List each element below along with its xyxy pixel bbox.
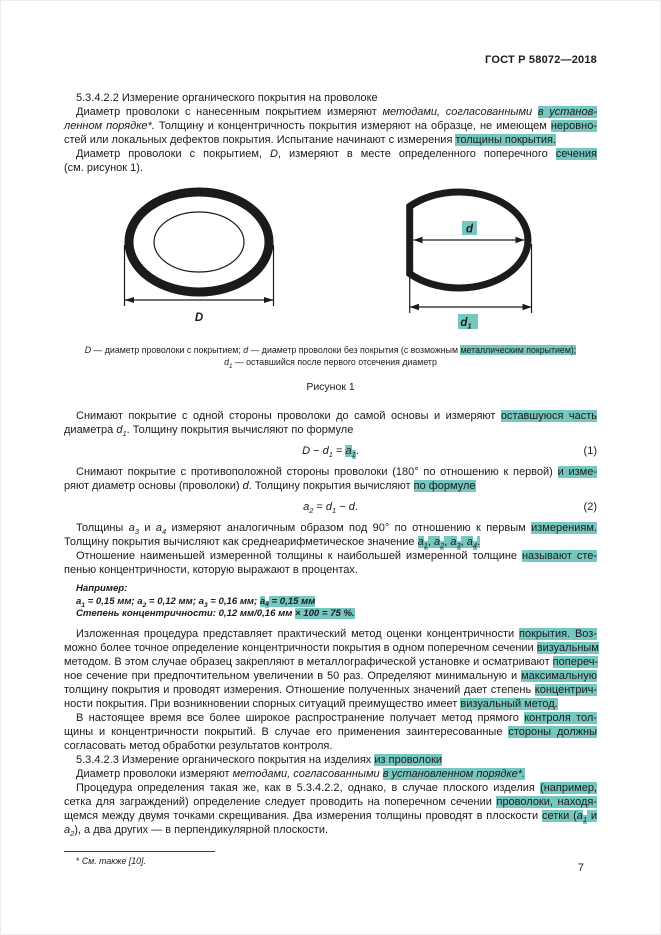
text-segment: d xyxy=(348,501,355,513)
text-line xyxy=(64,535,597,549)
formula-1-number: (1) xyxy=(583,445,597,457)
text-segment: d xyxy=(242,480,249,492)
text-line xyxy=(64,683,597,697)
text-line xyxy=(64,781,597,795)
text-segment: Отношение наименьшей измеренной толщины к наибольшей измеренной толщине xyxy=(76,550,522,562)
text-segment: контроля тол- xyxy=(524,711,597,724)
wire-core-ellipse xyxy=(154,212,244,272)
text-segment: a xyxy=(198,595,204,607)
text-segment: См. также [10]. xyxy=(81,855,146,866)
text-segment: a xyxy=(155,522,162,534)
figure-caption-line-2 xyxy=(64,357,597,369)
text-segment: a xyxy=(345,445,352,457)
paragraph-diameter-D xyxy=(64,147,597,175)
text-segment: Снимают покрытие с противоположной стороны проволоки (180° по отношению к первой) xyxy=(76,466,558,478)
text-segment: , xyxy=(427,536,434,548)
footnote-rule xyxy=(64,851,215,852)
text-segment: 2 xyxy=(70,828,75,838)
text-segment: методами, согласованными xyxy=(382,106,538,118)
text-segment: = 0,15 мм xyxy=(268,595,316,607)
text-line xyxy=(64,753,597,767)
text-segment: 4 xyxy=(162,527,167,537)
text-segment: 2 xyxy=(142,601,147,609)
text-segment: D xyxy=(302,445,311,457)
text-segment: ное сечение при предпочтительном увеличении в 50 раз. Определяют минимальную и xyxy=(64,669,522,682)
text-line xyxy=(64,133,597,147)
text-segment: толщину покрытия и проводят измерения. Отношение полученных значений дает степень xyxy=(64,683,535,696)
text-segment: диаметра xyxy=(64,424,117,436)
text-segment: согласовать метод обработки результатов контроля. xyxy=(64,739,333,752)
example-block xyxy=(64,583,597,621)
text-segment: ленном порядке*. xyxy=(64,120,155,132)
text-segment: Процедура определения такая же, как в 5.3.4.2.2, однако, в случае плоского изделия xyxy=(76,781,541,794)
text-line xyxy=(64,105,597,119)
text-segment: (например, xyxy=(540,781,597,794)
figure-caption-line-1 xyxy=(64,345,597,357)
text-segment: максимальную xyxy=(521,669,597,682)
text-segment: Степень концентричности: 0,12 мм/0,16 мм xyxy=(76,608,295,619)
text-segment: ), а два других — в перпендикулярной плоскости. xyxy=(74,823,329,836)
text-segment: a xyxy=(450,536,457,548)
text-line xyxy=(64,91,597,105)
text-segment: d xyxy=(224,356,230,367)
text-segment: = 0,15 мм; xyxy=(84,595,138,607)
paragraph-flat-product-procedure xyxy=(64,781,597,837)
figure-label: Рисунок 1 xyxy=(306,381,355,393)
coated-wire-cross-section-diagram xyxy=(94,185,304,325)
text-segment: Снимают покрытие с одной стороны проволоки до самой основы и измеряют xyxy=(76,410,501,422)
text-segment: 2 xyxy=(440,541,445,551)
clause-heading-5-3-4-2-2 xyxy=(64,91,597,105)
text-segment: × 100 = 75 %. xyxy=(294,608,355,619)
text-line xyxy=(64,767,597,781)
text-segment: Толщину и концентричность покрытия измеряют на образце, не имеющем xyxy=(154,120,551,132)
text-line xyxy=(64,549,597,563)
text-line xyxy=(64,795,597,809)
text-segment: в установ- xyxy=(537,106,597,118)
text-segment: a xyxy=(259,595,266,607)
text-line xyxy=(64,655,597,669)
text-segment: измерениям. xyxy=(531,522,597,534)
text-segment: a xyxy=(576,809,583,822)
text-segment: . xyxy=(354,501,358,513)
text-line xyxy=(76,608,597,621)
text-line xyxy=(64,161,597,175)
formula-2-expression xyxy=(303,501,358,516)
text-segment: d xyxy=(325,501,333,513)
text-line xyxy=(64,521,597,535)
text-segment: Толщины xyxy=(76,522,129,534)
text-segment: , xyxy=(444,536,451,548)
text-segment: a xyxy=(433,536,441,548)
text-segment: и xyxy=(138,522,156,534)
text-segment: щемся между двумя точками скрещивания. Два измерения толщины проводят в плоскости xyxy=(64,809,542,822)
text-line xyxy=(64,823,597,837)
text-segment: — оставшийся после первого отсечения диаметр xyxy=(232,356,437,367)
arrowhead-d-right xyxy=(516,237,525,243)
text-line xyxy=(64,725,597,739)
text-segment: = 0,12 мм; xyxy=(146,595,199,607)
formula-2 xyxy=(64,500,597,514)
text-line xyxy=(64,641,597,655)
text-segment: попереч- xyxy=(552,655,599,668)
text-segment: оставшуюся часть xyxy=(500,410,597,422)
text-segment: Диаметр проволоки с нанесенным покрытием измеряют xyxy=(76,106,383,118)
text-segment: неровно- xyxy=(550,120,597,132)
text-segment: a xyxy=(417,536,424,548)
text-segment: 5.3.4.2.2 Измерение органического покрытия на проволоке xyxy=(76,92,378,104)
paragraph-direct-control xyxy=(64,711,597,753)
arrowhead-d-left xyxy=(414,237,423,243)
text-segment: — диаметр проволоки с покрытием; xyxy=(91,345,244,355)
text-segment: щины и концентричности покрытий. В случае его применения заинтересованные xyxy=(64,725,509,738)
text-line xyxy=(64,479,597,493)
text-segment: пенью концентричности, которую выражают в процентах. xyxy=(64,564,358,576)
text-line xyxy=(76,583,597,596)
formula-1-expression xyxy=(302,445,359,460)
text-segment: ряют диаметр основы (проволоки) xyxy=(64,480,243,492)
text-segment: 3 xyxy=(134,527,139,537)
text-segment: и изме- xyxy=(557,466,597,478)
doc-code: ГОСТ Р 58072—2018 xyxy=(485,54,597,66)
text-segment: можно более точное определение концентричности покрытия в одном поперечном сечении xyxy=(64,641,537,654)
text-segment: D xyxy=(269,148,278,160)
text-segment: . xyxy=(355,445,359,457)
text-segment: Диаметр проволоки с покрытием, xyxy=(76,148,270,160)
text-segment: сечения xyxy=(555,148,597,160)
text-segment: измеряют аналогичным образом под 90° по отношению к первым xyxy=(166,522,532,534)
text-segment: Изложенная процедура представляет практический метод оценки концентричности xyxy=(76,627,520,640)
text-segment: называют сте- xyxy=(521,550,598,562)
text-segment: В настоящее время все более широкое распространение получает метод прямого xyxy=(76,711,525,724)
text-segment: Толщину покрытия вычисляют как среднеарифметическое значение xyxy=(64,536,418,548)
text-line xyxy=(64,119,597,133)
text-segment: 1 xyxy=(351,450,356,460)
text-segment: d xyxy=(322,445,329,457)
text-segment: − xyxy=(336,501,349,513)
page-content xyxy=(64,54,597,867)
text-segment: . Толщину покрытия вычисляют по формуле xyxy=(126,424,354,436)
text-segment: металлическим покрытием); xyxy=(460,345,577,355)
text-segment: = 0,16 мм; xyxy=(207,595,260,607)
d1-base: d xyxy=(460,317,468,329)
text-segment: = xyxy=(332,445,346,457)
arrowhead-d1-right xyxy=(523,304,532,310)
text-segment: 1 xyxy=(328,450,333,460)
text-segment: , измеряют в месте определенного поперечного xyxy=(277,148,556,160)
text-segment: в установленном порядке*. xyxy=(382,767,526,780)
text-line xyxy=(76,596,597,609)
text-segment: a xyxy=(128,522,135,534)
text-segment: a xyxy=(76,595,82,607)
paragraph-thickness-a3-a4 xyxy=(64,521,597,549)
text-segment: 1 xyxy=(423,541,428,551)
text-line xyxy=(64,409,597,423)
page-number: 7 xyxy=(577,862,584,874)
paragraph-concentricity-ratio xyxy=(64,549,597,577)
text-segment: и xyxy=(587,809,598,822)
arrowhead-d1-left xyxy=(410,304,419,310)
text-segment: методом. В этом случае образец закрепляют в металлографической установке и осматривают xyxy=(64,655,553,668)
text-line xyxy=(64,465,597,479)
text-segment: 5.3.4.2.3 Измерение органического покрытия на изделиях xyxy=(76,753,375,766)
text-segment: методами, согласованными xyxy=(232,767,383,780)
text-segment: 1 xyxy=(332,506,337,516)
text-segment: 1 xyxy=(582,814,588,824)
text-segment: проволоки, находя- xyxy=(496,795,597,808)
text-segment: 3 xyxy=(456,541,461,551)
text-segment: 1 xyxy=(122,429,127,439)
text-segment: стороны должны xyxy=(508,725,598,738)
figure-caption xyxy=(64,345,597,368)
text-segment: a xyxy=(466,536,473,548)
coating-outer-ellipse xyxy=(129,192,269,292)
text-segment: 2 xyxy=(309,506,314,516)
text-line xyxy=(64,563,597,577)
text-line xyxy=(64,423,597,437)
text-segment: − xyxy=(310,445,323,457)
text-segment: * xyxy=(76,855,82,866)
text-segment: визуальным xyxy=(536,641,599,654)
text-segment: ности покрытия. При возникновении спорных ситуаций преимущество имеет xyxy=(64,697,461,710)
text-segment: Например: xyxy=(76,583,128,594)
paragraph-strip-opposite-side xyxy=(64,465,597,493)
text-segment: 1 xyxy=(229,363,233,370)
text-segment: = xyxy=(313,501,326,513)
text-line xyxy=(64,697,597,711)
figure-1 xyxy=(64,185,597,337)
arrowhead-left xyxy=(125,297,135,303)
text-segment: . xyxy=(477,536,481,548)
formula-1 xyxy=(64,444,597,458)
text-segment: D xyxy=(84,345,92,355)
text-segment: толщины покрытия. xyxy=(455,134,557,146)
footnote xyxy=(64,851,597,867)
text-segment: концентрич- xyxy=(534,683,597,696)
paragraph-wire-products-measure xyxy=(64,767,597,781)
text-line xyxy=(64,711,597,725)
text-segment: сетки ( xyxy=(542,809,577,822)
text-segment: визуальный метод. xyxy=(460,697,558,710)
clause-heading-5-3-4-2-3 xyxy=(64,753,597,767)
paragraph-coating-measure xyxy=(64,105,597,147)
text-segment: 1 xyxy=(81,601,85,609)
stripped-wire-cross-section-diagram xyxy=(352,185,567,337)
formula-2-number: (2) xyxy=(583,501,597,513)
text-segment: 3 xyxy=(203,601,208,609)
text-segment: , xyxy=(460,536,467,548)
text-segment: Диаметр проволоки измеряют xyxy=(76,767,233,780)
dimension-label-d: d xyxy=(465,223,474,236)
arrowhead-right xyxy=(264,297,274,303)
text-segment: d xyxy=(116,424,123,436)
d1-subscript: 1 xyxy=(467,321,472,331)
text-segment: a xyxy=(64,823,71,836)
text-segment: сетка для заграждений) определение следует проводить на поперечном сечении xyxy=(64,795,497,808)
text-line xyxy=(64,739,597,753)
text-segment: по формуле xyxy=(413,480,476,492)
text-segment: a xyxy=(137,595,143,607)
text-segment: покрытия. Воз- xyxy=(519,627,597,640)
paragraph-visual-method xyxy=(64,627,597,711)
text-line xyxy=(64,627,597,641)
footnote-text xyxy=(64,856,597,867)
text-segment: 4 xyxy=(265,601,269,609)
text-segment: (см. рисунок 1). xyxy=(64,162,143,174)
text-segment: стей или локальных дефектов покрытия. Испытание начинают с измерения xyxy=(64,134,456,146)
dimension-label-D: D xyxy=(194,312,204,324)
text-segment: . Толщину покрытия вычисляют xyxy=(248,480,414,492)
text-line xyxy=(64,147,597,161)
text-segment: — диаметр проволоки без покрытия (с возможным xyxy=(248,345,461,355)
text-segment: d xyxy=(243,345,249,355)
text-line xyxy=(64,669,597,683)
text-segment: a xyxy=(303,501,310,513)
text-line xyxy=(64,809,597,823)
text-segment: из проволоки xyxy=(374,753,443,766)
paragraph-strip-one-side xyxy=(64,409,597,437)
text-segment: 4 xyxy=(472,541,478,551)
